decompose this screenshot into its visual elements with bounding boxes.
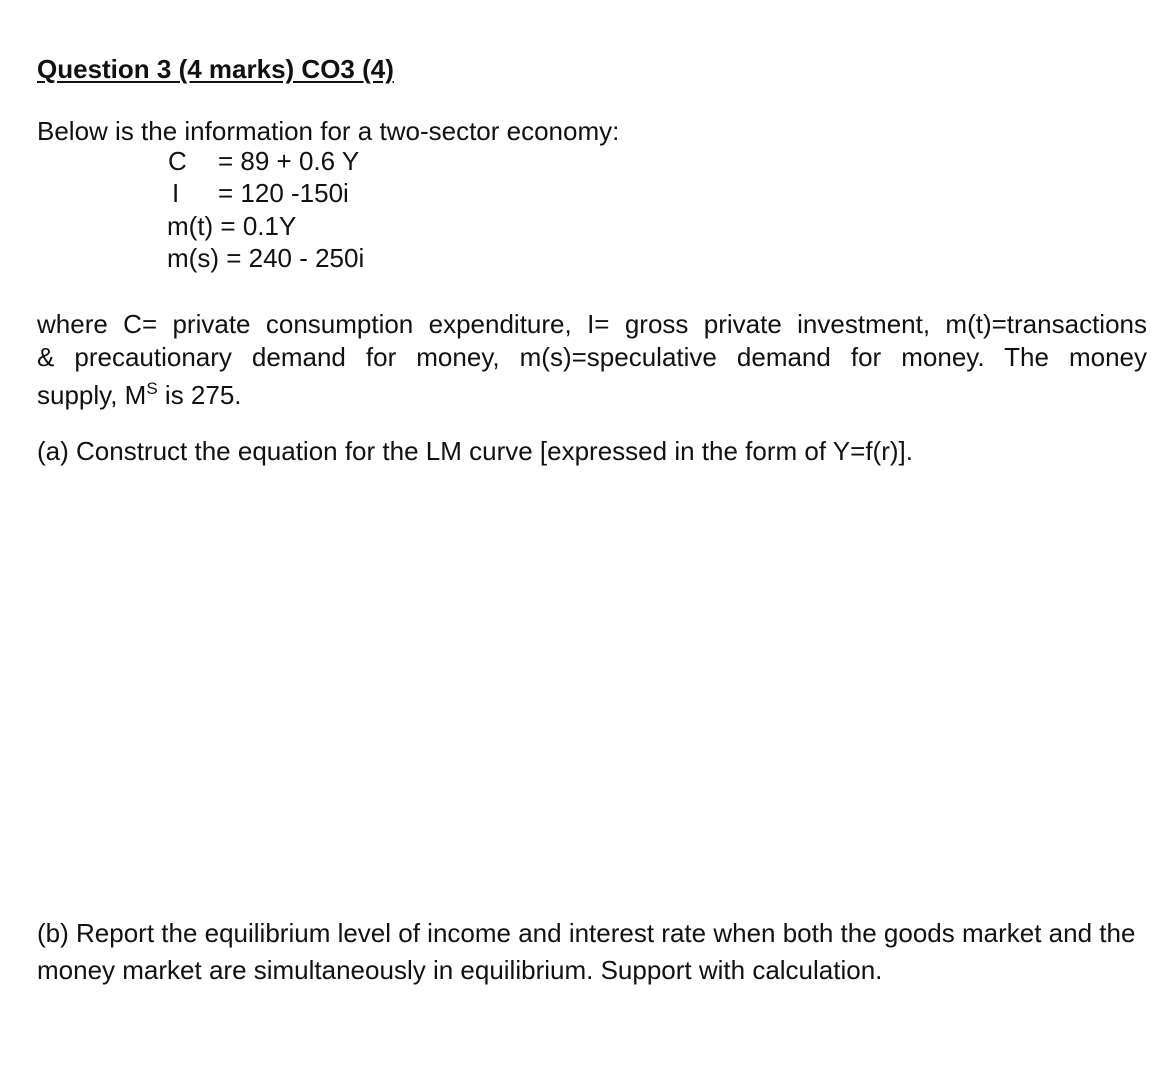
money-supply-label: supply, M [37, 380, 147, 410]
equation-lhs: m(t) = [167, 211, 236, 241]
equation-speculative-demand [167, 243, 364, 274]
part-a-question: (a) Construct the equation for the LM curve [expressed in the form of Y=f(r)]. [37, 436, 913, 466]
equation-rhs: = 89 + 0.6 Y [218, 146, 360, 176]
equation-transactions-demand [167, 211, 296, 242]
definitions-line: & precautionary demand for money, m(s)=speculative demand for money. The money [37, 341, 1147, 372]
equation-investment [167, 178, 349, 209]
equation-consumption [167, 146, 359, 177]
equation-lhs: m(s) = [167, 243, 242, 273]
equation-rhs: 240 - 250i [241, 243, 365, 273]
definitions-paragraph [37, 308, 1147, 412]
definitions-line: where C= private consumption expenditure, I= gross private investment, m(t)=transactions [37, 309, 1147, 339]
money-supply-superscript: S [146, 379, 158, 398]
equation-lhs: C [168, 146, 187, 176]
equation-rhs: 0.1Y [235, 211, 297, 241]
equation-rhs: = 120 -150i [218, 178, 349, 208]
money-supply-line [37, 373, 1147, 412]
money-supply-value: is 275. [157, 380, 242, 410]
question-title: Question 3 (4 marks) CO3 (4) [37, 54, 394, 84]
equation-lhs: I [172, 178, 180, 208]
intro-text: Below is the information for a two-sector economy: [37, 116, 620, 146]
part-b-question: (b) Report the equilibrium level of income and interest rate when both the goods market and the money market are simultaneously in equilibrium. Support with calculation. [37, 918, 1136, 985]
